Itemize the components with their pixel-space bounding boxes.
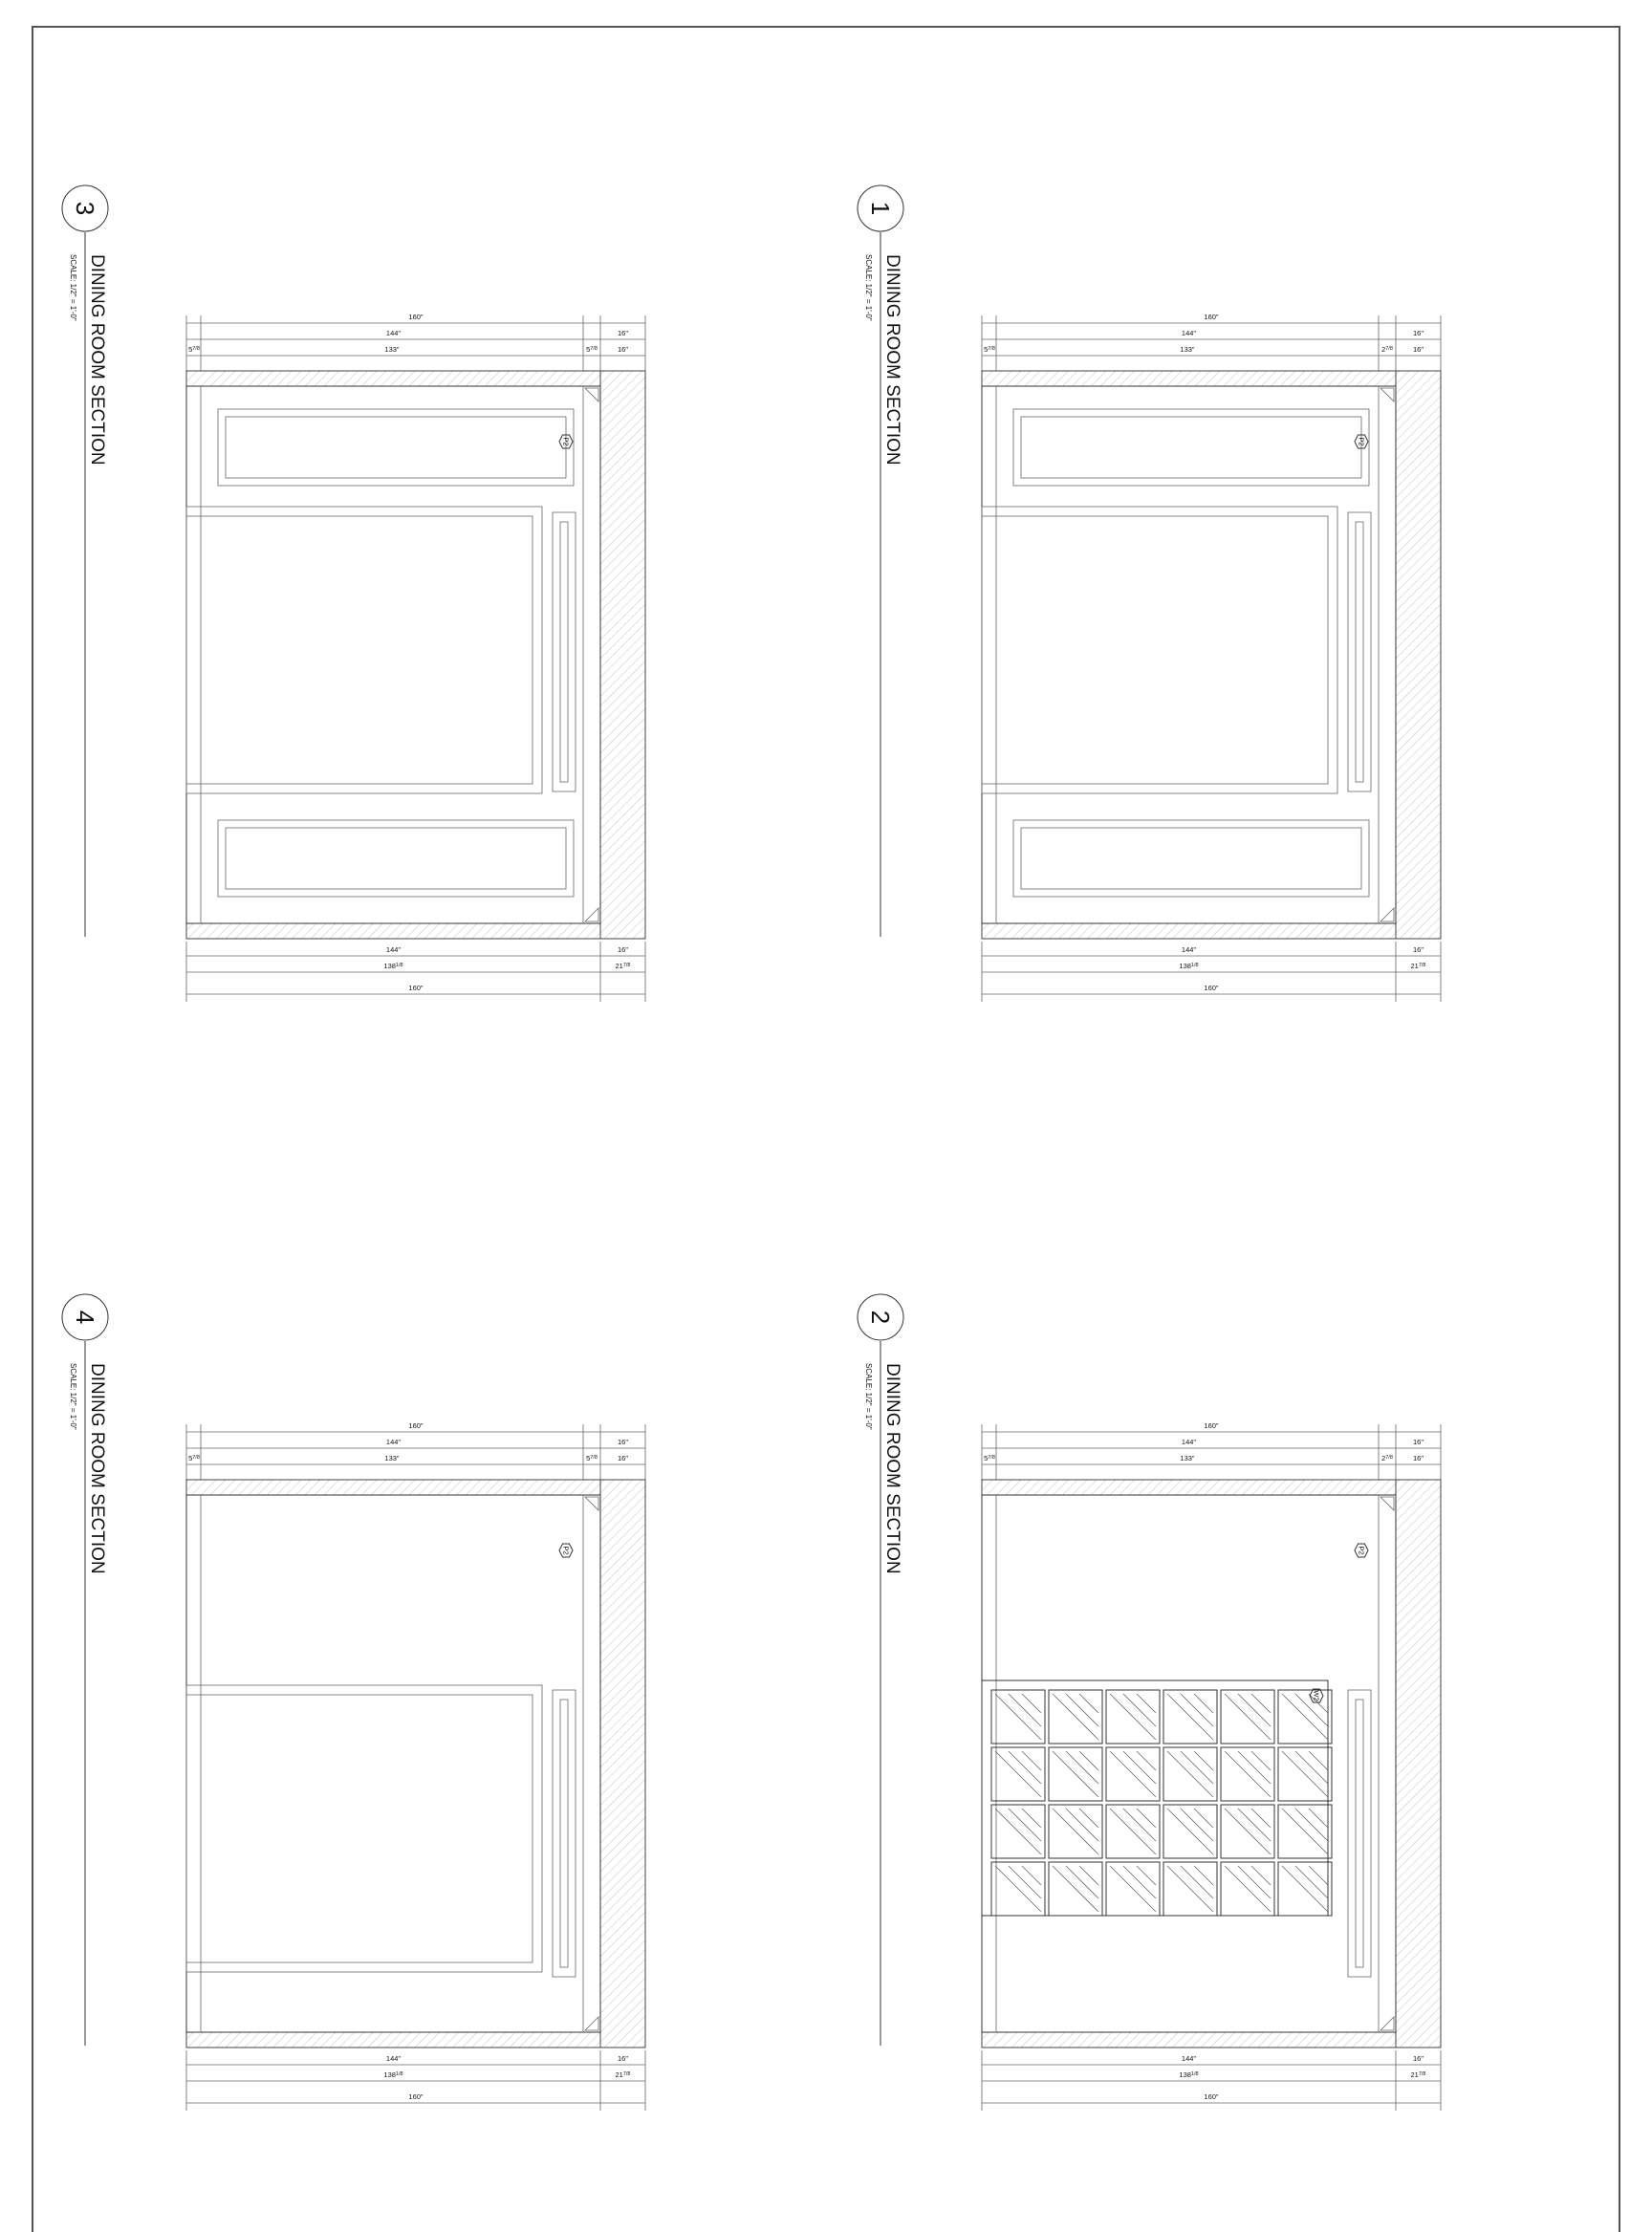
glass-reflection: [1110, 1809, 1156, 1854]
floor-hatch: [982, 923, 1396, 939]
lower-panel-inner: [1021, 828, 1361, 889]
dim-clear: 133": [384, 1454, 400, 1463]
view-number: 4: [71, 1310, 99, 1325]
room-opening: [982, 386, 1396, 923]
sheet-border: [33, 27, 1619, 2232]
dim-inner: 144": [385, 1438, 402, 1446]
lower-panel-outer: [1013, 820, 1369, 897]
tag-p2-label: P2: [561, 437, 571, 446]
pilaster-inner: [1356, 522, 1363, 782]
glass-reflection: [1295, 1751, 1328, 1784]
floor-hatch: [186, 2032, 600, 2048]
dim-inner: 144": [1181, 1438, 1197, 1446]
dim-bottom-right-fraction: 7/8: [622, 2071, 631, 2077]
dim-right-width-fraction: 7/8: [590, 1455, 598, 1461]
glass-reflection: [1123, 1809, 1156, 1841]
pilaster-inner: [560, 1700, 568, 1967]
glass-reflection: [1123, 1694, 1156, 1726]
dim-wall-top: 16": [617, 329, 629, 337]
glass-reflection: [1238, 1694, 1271, 1726]
view-1: [858, 185, 1441, 1002]
glass-reflection: [1066, 1751, 1098, 1784]
pilaster-inner: [1356, 1700, 1363, 1967]
dim-right-width-fraction: 7/8: [1385, 346, 1393, 352]
dim-wall-second: 16": [1412, 345, 1424, 354]
dim-bottom-inner: 144": [385, 945, 402, 954]
ceiling-hatch: [186, 371, 645, 386]
dim-bottom-right-fraction: 7/8: [1418, 963, 1426, 968]
glass-reflection: [1282, 1751, 1328, 1797]
dim-bottom-right-fraction: 7/8: [1418, 2071, 1426, 2077]
dim-bottom-clear: $138^{1/8}$: [1179, 962, 1199, 970]
glass-reflection: [1295, 1809, 1328, 1841]
glass-reflection: [995, 1694, 1041, 1740]
glass-reflection: [1167, 1694, 1213, 1740]
glass-reflection: [1009, 1809, 1041, 1841]
dim-right-width: $5^{7/8}$: [586, 1454, 598, 1463]
tag-p2-label: P2: [1357, 437, 1366, 446]
lower-panel-outer: [218, 820, 574, 897]
right-wall-hatch: [1396, 371, 1441, 939]
dim-bottom-wall: 16": [617, 945, 629, 954]
glass-reflection: [1110, 1751, 1156, 1797]
upper-panel-outer: [218, 409, 574, 486]
view-3: [62, 185, 645, 1002]
glass-reflection: [1053, 1694, 1098, 1740]
corner-detail-bottom: [585, 908, 598, 921]
dim-bottom-inner: 144": [1181, 2054, 1197, 2063]
corner-detail-top: [585, 1497, 598, 1510]
corner-detail-top: [1380, 1497, 1394, 1510]
glass-reflection: [1181, 1866, 1213, 1898]
upper-panel-outer: [1013, 409, 1369, 486]
glass-reflection: [995, 1866, 1041, 1912]
view-scale: SCALE: 1/2" = 1'-0": [69, 1363, 77, 1430]
upper-panel-inner: [226, 417, 566, 478]
tag-p2-label: P2: [1357, 1546, 1366, 1555]
dim-left-width-fraction: 7/8: [192, 1455, 200, 1461]
dim-bottom-right: $21^{7/8}$: [615, 962, 631, 970]
dim-wall-second: 16": [617, 345, 629, 354]
glass-reflection: [1123, 1866, 1156, 1898]
view-4: [62, 1294, 645, 2111]
dim-left-width: $5^{7/8}$: [984, 1454, 995, 1463]
dim-bottom-inner: 144": [385, 2054, 402, 2063]
glass-reflection: [1181, 1809, 1213, 1841]
dim-wall-top: 16": [1412, 329, 1424, 337]
dim-bottom-total: 160": [1204, 984, 1219, 992]
dim-right-width-fraction: 7/8: [590, 346, 598, 352]
dim-bottom-clear: $138^{1/8}$: [383, 2070, 403, 2079]
dim-clear: 133": [1180, 1454, 1195, 1463]
view-scale: SCALE: 1/2" = 1'-0": [864, 1363, 873, 1430]
glass-reflection: [1123, 1751, 1156, 1784]
dim-bottom-wall: 16": [617, 2054, 629, 2063]
dim-left-width: $5^{7/8}$: [188, 345, 200, 354]
mirror-inner: [186, 516, 533, 784]
tag-p2-label: P2: [561, 1546, 571, 1555]
room-opening: [982, 1495, 1396, 2032]
glass-reflection: [1238, 1866, 1271, 1898]
glass-reflection: [1066, 1866, 1098, 1898]
dim-total: 160": [1204, 313, 1219, 321]
glass-reflection: [1167, 1809, 1213, 1854]
glass-reflection: [1009, 1694, 1041, 1726]
ceiling-hatch: [982, 371, 1441, 386]
glass-reflection: [1009, 1866, 1041, 1898]
glass-reflection: [1053, 1809, 1098, 1854]
mirror-inner: [186, 1695, 533, 1962]
dim-bottom-clear: $138^{1/8}$: [1179, 2070, 1199, 2079]
ceiling-hatch: [186, 1480, 645, 1495]
glass-reflection: [1110, 1866, 1156, 1912]
glass-reflection: [995, 1809, 1041, 1854]
glass-reflection: [1009, 1751, 1041, 1784]
dim-right-width: $2^{7/8}$: [1381, 1454, 1393, 1463]
view-2: [858, 1294, 1441, 2111]
view-scale: SCALE: 1/2" = 1'-0": [864, 254, 873, 321]
view-number: 2: [866, 1310, 895, 1325]
mirror-outer: [982, 507, 1337, 793]
dim-bottom-right: $21^{7/8}$: [1410, 2070, 1426, 2079]
mirror-inner: [982, 516, 1328, 784]
glass-reflection: [1053, 1751, 1098, 1797]
right-wall-hatch: [600, 1480, 645, 2048]
dim-bottom-right: $21^{7/8}$: [1410, 962, 1426, 970]
glass-reflection: [1181, 1694, 1213, 1726]
dim-wall-top: 16": [617, 1438, 629, 1446]
dim-bottom-clear: $138^{1/8}$: [383, 962, 403, 970]
glass-reflection: [1238, 1809, 1271, 1841]
dim-total: 160": [408, 1421, 424, 1430]
tag-w2-label: W2: [1312, 1690, 1321, 1701]
room-opening: [186, 1495, 600, 2032]
dim-clear: 133": [1180, 345, 1195, 354]
dim-wall-top: 16": [1412, 1438, 1424, 1446]
glass-reflection: [1181, 1751, 1213, 1784]
glass-reflection: [1282, 1866, 1328, 1912]
dim-left-width-fraction: 7/8: [988, 1455, 995, 1461]
dim-bottom-right-fraction: 7/8: [622, 963, 631, 968]
ceiling-hatch: [982, 1480, 1441, 1495]
upper-panel-inner: [1021, 417, 1361, 478]
pilaster-outer: [1348, 1690, 1371, 1977]
dim-inner: 144": [385, 329, 402, 337]
dim-clear: 133": [384, 345, 400, 354]
dim-wall-second: 16": [617, 1454, 629, 1463]
mirror-outer: [186, 1685, 542, 1972]
dim-total: 160": [408, 313, 424, 321]
dim-inner: 144": [1181, 329, 1197, 337]
corner-detail-top: [1380, 388, 1394, 401]
corner-detail-bottom: [1380, 2017, 1394, 2030]
view-title: DINING ROOM SECTION: [87, 1363, 107, 1574]
dim-bottom-wall: 16": [1412, 945, 1424, 954]
glass-reflection: [1225, 1866, 1271, 1912]
dim-bottom-clear-fraction: 1/8: [1190, 2071, 1199, 2077]
glass-reflection: [1110, 1694, 1156, 1740]
glass-reflection: [1053, 1866, 1098, 1912]
view-title: DINING ROOM SECTION: [87, 254, 107, 466]
dim-bottom-clear-fraction: 1/8: [1190, 963, 1199, 968]
dim-bottom-total: 160": [1204, 2092, 1219, 2101]
view-scale: SCALE: 1/2" = 1'-0": [69, 254, 77, 321]
view-number: 1: [866, 201, 895, 216]
pilaster-outer: [1348, 512, 1371, 791]
mirror-outer: [186, 507, 542, 793]
floor-hatch: [186, 923, 600, 939]
corner-detail-bottom: [1380, 908, 1394, 921]
dim-left-width-fraction: 7/8: [192, 346, 200, 352]
pilaster-outer: [553, 1690, 576, 1977]
view-number: 3: [71, 201, 99, 216]
glass-reflection: [1066, 1809, 1098, 1841]
right-wall-hatch: [600, 371, 645, 939]
floor-hatch: [982, 2032, 1396, 2048]
dim-bottom-clear-fraction: 1/8: [395, 963, 403, 968]
dim-left-width: $5^{7/8}$: [984, 345, 995, 354]
dim-bottom-total: 160": [408, 2092, 424, 2101]
right-wall-hatch: [1396, 1480, 1441, 2048]
pilaster-inner: [560, 522, 568, 782]
glass-reflection: [1167, 1866, 1213, 1912]
dim-right-width: $2^{7/8}$: [1381, 345, 1393, 354]
glass-reflection: [995, 1751, 1041, 1797]
wine-rack-frame: [982, 1680, 1328, 1916]
dim-bottom-clear-fraction: 1/8: [395, 2071, 403, 2077]
corner-detail-bottom: [585, 2017, 598, 2030]
glass-reflection: [1066, 1694, 1098, 1726]
glass-reflection: [1295, 1866, 1328, 1898]
dim-bottom-inner: 144": [1181, 945, 1197, 954]
dim-bottom-right: $21^{7/8}$: [615, 2070, 631, 2079]
dim-bottom-wall: 16": [1412, 2054, 1424, 2063]
dim-bottom-total: 160": [408, 984, 424, 992]
view-title: DINING ROOM SECTION: [882, 254, 902, 466]
lower-panel-inner: [226, 828, 566, 889]
corner-detail-top: [585, 388, 598, 401]
glass-reflection: [1225, 1809, 1271, 1854]
room-opening: [186, 386, 600, 923]
dim-wall-second: 16": [1412, 1454, 1424, 1463]
dim-right-width: $5^{7/8}$: [586, 345, 598, 354]
glass-reflection: [1238, 1751, 1271, 1784]
glass-reflection: [1225, 1751, 1271, 1797]
pilaster-outer: [553, 512, 576, 791]
dim-left-width-fraction: 7/8: [988, 346, 995, 352]
dim-total: 160": [1204, 1421, 1219, 1430]
glass-reflection: [1225, 1694, 1271, 1740]
section-views: [62, 185, 1441, 2111]
glass-reflection: [1167, 1751, 1213, 1797]
dim-left-width: $5^{7/8}$: [188, 1454, 200, 1463]
glass-reflection: [1282, 1809, 1328, 1854]
view-title: DINING ROOM SECTION: [882, 1363, 902, 1574]
dim-right-width-fraction: 7/8: [1385, 1455, 1393, 1461]
